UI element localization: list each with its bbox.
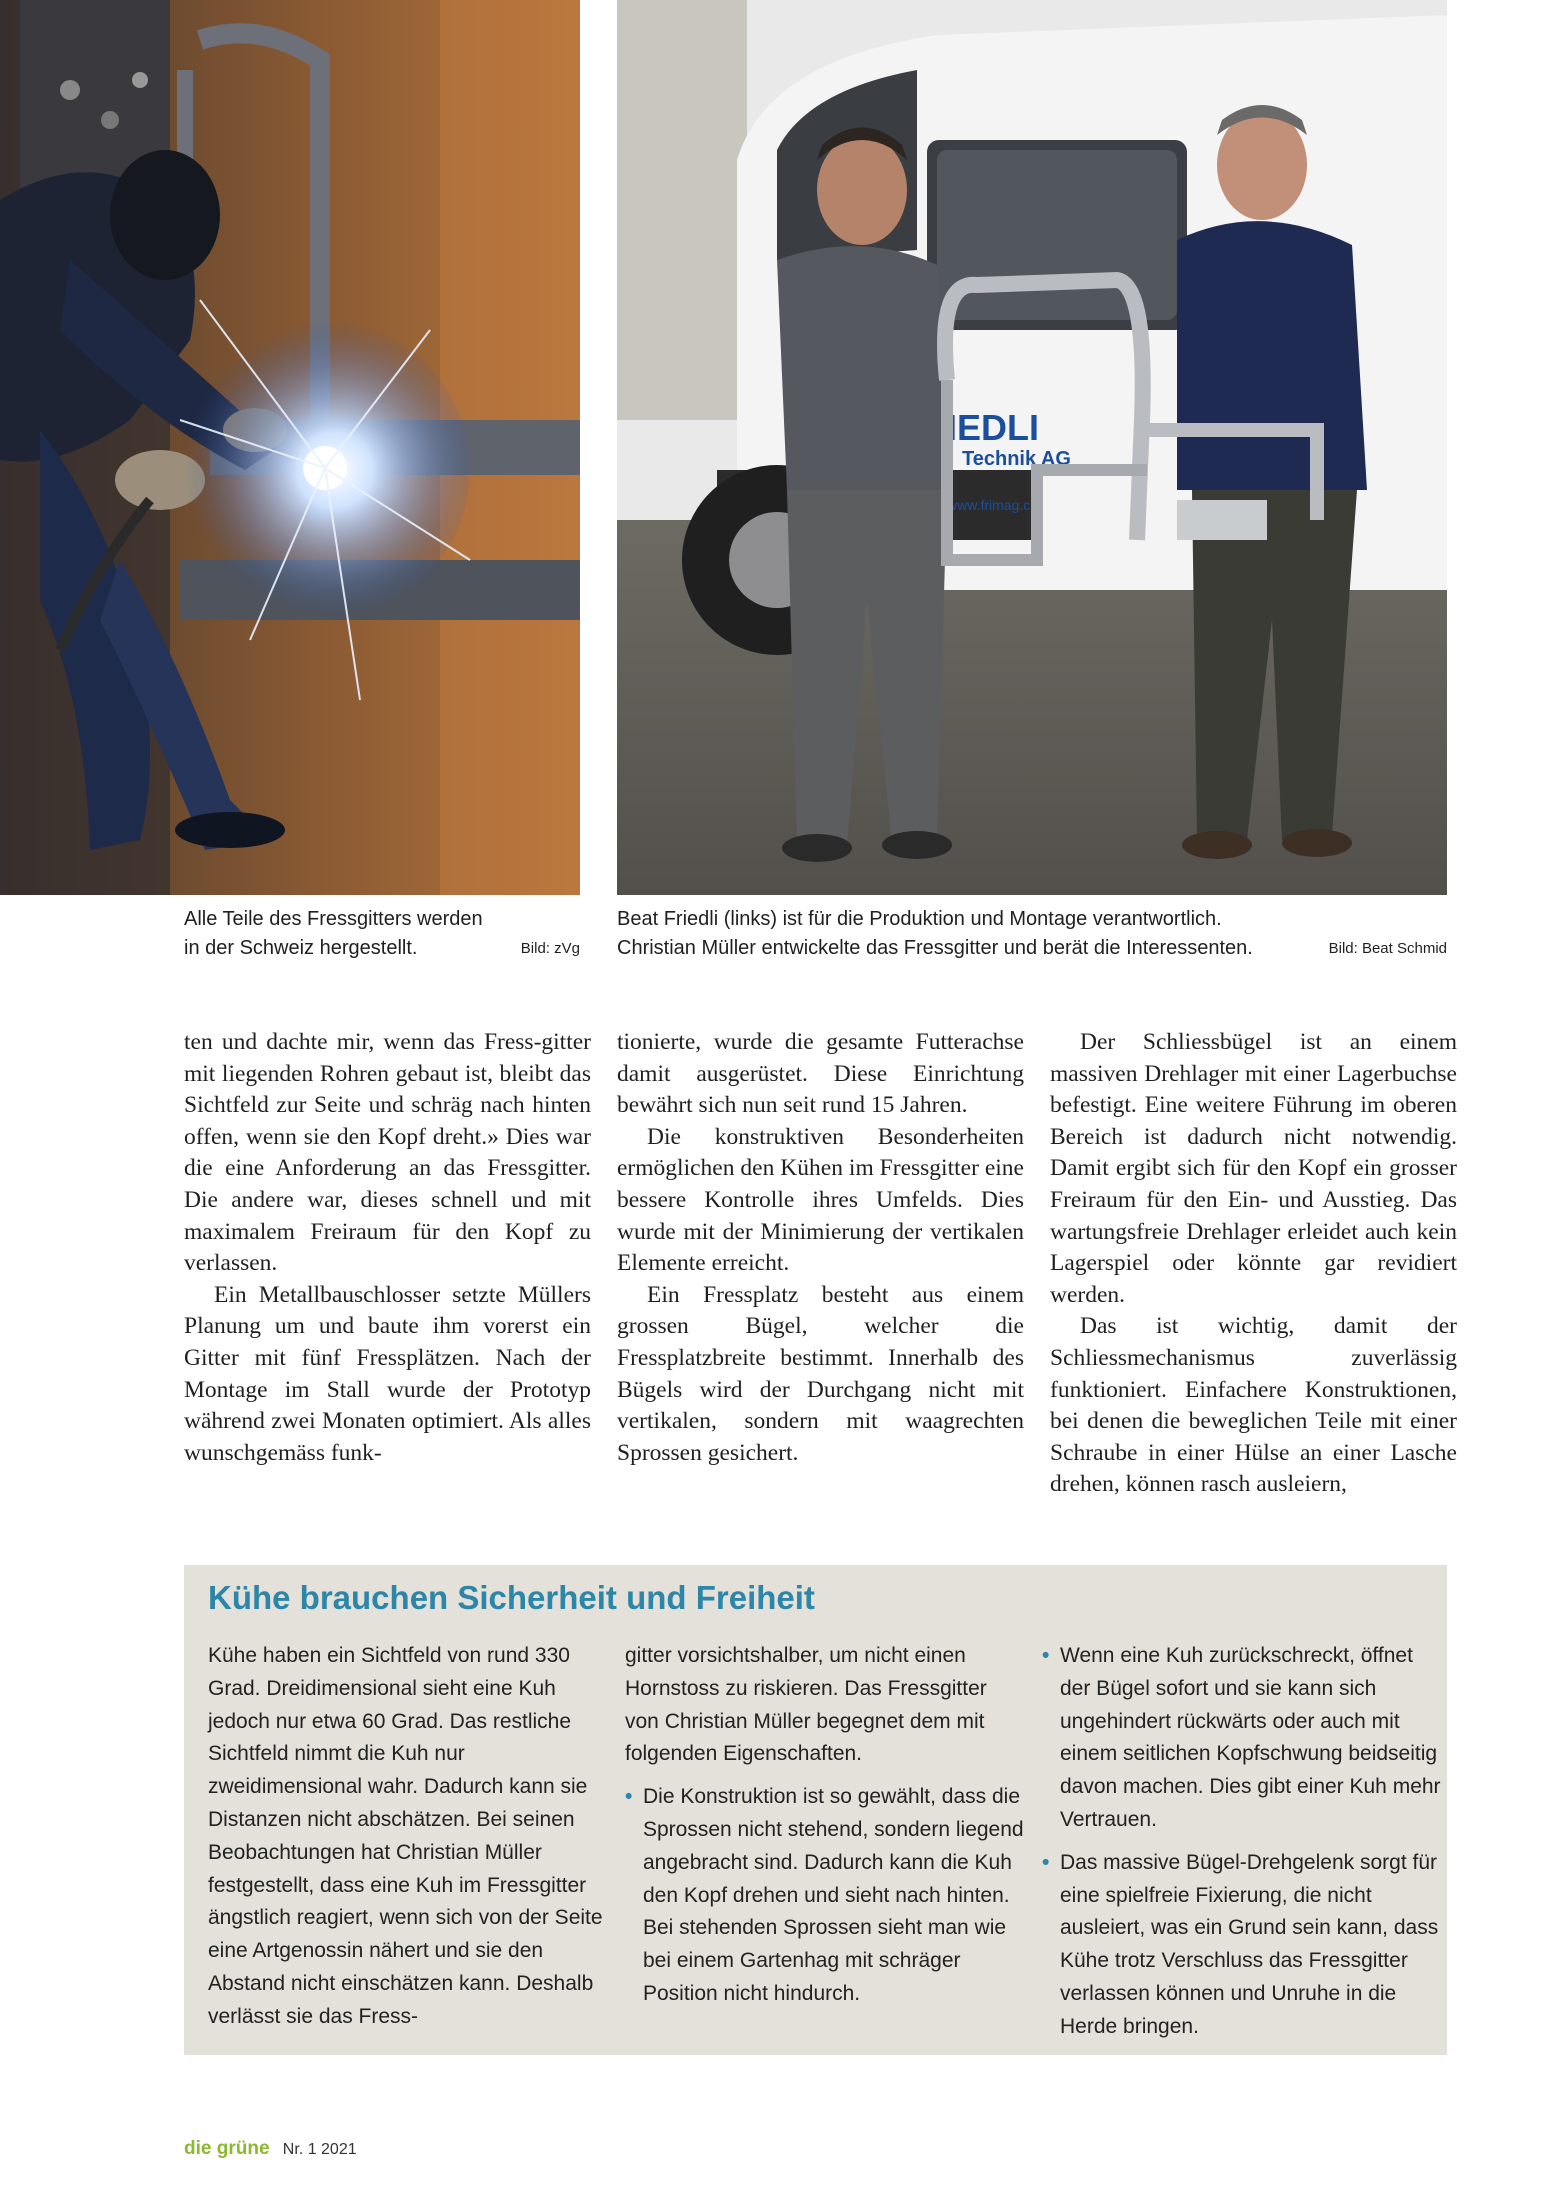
- info-box-title: Kühe brauchen Sicherheit und Freiheit: [208, 1579, 815, 1616]
- list-item-text: Das massive Bügel-Drehgelenk sorgt für eine spielfreie Fixierung, die nicht ausleiert, was ein Grund sein kann, dass Kühe trotz Verschluss das Fressgitter verlassen können und Unruhe in die Herde bringen.: [1060, 1850, 1439, 2038]
- body-paragraph: Der Schliessbügel ist an einem massiven Drehlager mit einer Lagerbuchse befestigt. Eine weitere Führung im oberen Bereich ist dadurch nicht notwendig. Damit ergibt sich für den Kopf ein grosser Freiraum für den Ein- und Ausstieg. Das wartungsfreie Drehlager erleidet auch kein Lagerspiel oder könnte gar revidiert werden.: [1050, 1029, 1457, 1308]
- body-paragraph: Die konstruktiven Besonderheiten ermöglichen den Kühen im Fressgitter eine bessere Kontrolle ihres Umfelds. Dies wurde mit der Minimierung der vertikalen Elemente erreicht.: [617, 1123, 1024, 1277]
- page-footer: [184, 2138, 357, 2160]
- issue-number: Nr. 1 2021: [282, 2141, 357, 2158]
- body-column-3: [1050, 1027, 1457, 1501]
- list-item: [1042, 1847, 1442, 2044]
- info-box-paragraph: gitter vorsichtshalber, um nicht einen Hornstoss zu riskieren. Das Fressgitter von Christian Müller begegnet dem mit folgenden Eigenschaften.: [625, 1644, 987, 1766]
- caption-left-credit: Bild: zVg: [520, 940, 580, 957]
- caption-left-line2: in der Schweiz hergestellt.: [184, 937, 418, 959]
- caption-right-credit: Bild: Beat Schmid: [1328, 940, 1447, 957]
- caption-right: [617, 905, 1447, 963]
- body-paragraph: Ein Fressplatz besteht aus einem grossen Bügel, welcher die Fressplatzbreite bestimmt. Innerhalb des Bügels wird der Durchgang nicht mit vertikalen, sondern mit waagrechten Sprossen gesichert.: [617, 1281, 1024, 1466]
- body-paragraph: Das ist wichtig, damit der Schliessmechanismus zuverlässig funktioniert. Einfachere Konstruktionen, bei denen die beweglichen Teile mit einer Schraube in einer Hülse an einer Lasche drehen, können rasch ausleiern,: [1050, 1313, 1457, 1498]
- team-illustration: [617, 0, 1447, 895]
- body-paragraph: Ein Metallbauschlosser setzte Müllers Planung um und baute ihm vorerst ein Gitter mit fünf Fressplätzen. Nach der Montage im Stall wurde der Prototyp während zwei Monaten optimiert. Als alles wunschgemäss funk-: [184, 1281, 591, 1466]
- caption-right-line2: Christian Müller entwickelte das Fressgitter und berät die Interessenten.: [617, 937, 1253, 959]
- list-item: [625, 1781, 1025, 2011]
- info-box-paragraph: Kühe haben ein Sichtfeld von rund 330 Grad. Dreidimensional sieht eine Kuh jedoch nur etwa 60 Grad. Das restliche Sichtfeld nimmt die Kuh nur zweidimensional wahr. Dadurch kann sie Distanzen nicht abschätzen. Bei seinen Beobachtungen hat Christian Müller festgestellt, dass eine Kuh im Fressgitter ängstlich reagiert, wenn sich von der Seite eine Artgenossin nähert und sie den Abstand nicht einschätzen kann. Deshalb verlässt sie das Fress-: [208, 1644, 603, 2028]
- info-box-bullet-list: [625, 1781, 1025, 2011]
- van-lettering-1: IEDLI: [947, 407, 1040, 448]
- info-box-column-3: [1042, 1640, 1442, 2054]
- caption-left: [184, 905, 580, 963]
- list-item-text: Die Konstruktion ist so gewählt, dass die Sprossen nicht stehend, sondern liegend angebracht sind. Dadurch kann die Kuh den Kopf drehen und sieht nach hinten. Bei stehenden Sprossen sieht man wie bei einem Gartenhag mit schräger Position nicht hindurch.: [643, 1785, 1024, 2005]
- caption-left-line1: Alle Teile des Fressgitters werden: [184, 908, 483, 930]
- info-box: [184, 1565, 1447, 2055]
- team-photo: [617, 0, 1447, 895]
- info-box-column-1: [208, 1640, 608, 2044]
- body-column-2: [617, 1027, 1024, 1469]
- magazine-brand: die grüne: [184, 2138, 270, 2159]
- info-box-column-2: [625, 1640, 1025, 2021]
- list-item: [1042, 1640, 1442, 1837]
- welding-illustration: [0, 0, 580, 895]
- body-column-1: [184, 1027, 591, 1469]
- body-paragraph: tionierte, wurde die gesamte Futterachse damit ausgerüstet. Diese Einrichtung bewährt sich nun seit rund 15 Jahren.: [617, 1029, 1024, 1119]
- body-paragraph: ten und dachte mir, wenn das Fress-gitter mit liegenden Rohren gebaut ist, bleibt das Sichtfeld zur Seite und schräg nach hinten offen, wenn sie den Kopf dreht.» Dies war die eine Anforderung an das Fressgitter. Die andere war, dieses schnell und mit maximalem Freiraum für den Kopf zu verlassen.: [184, 1029, 591, 1277]
- info-box-bullet-list: [1042, 1640, 1442, 2044]
- bullet-icon: •: [1042, 1644, 1050, 1667]
- welding-photo: [0, 0, 580, 895]
- van-lettering-3: www.frimag.ch: [947, 497, 1039, 513]
- list-item-text: Wenn eine Kuh zurückschreckt, öffnet der Bügel sofort und sie kann sich ungehindert rückwärts oder auch mit einem seitlichen Kopfschwung beidseitig davon machen. Dies gibt einer Kuh mehr Vertrauen.: [1060, 1644, 1441, 1831]
- caption-right-line1: Beat Friedli (links) ist für die Produktion und Montage verantwortlich.: [617, 908, 1222, 930]
- bullet-icon: •: [625, 1785, 633, 1809]
- van-lettering-2: Technik AG: [962, 448, 1071, 470]
- bullet-icon: •: [1042, 1850, 1050, 1874]
